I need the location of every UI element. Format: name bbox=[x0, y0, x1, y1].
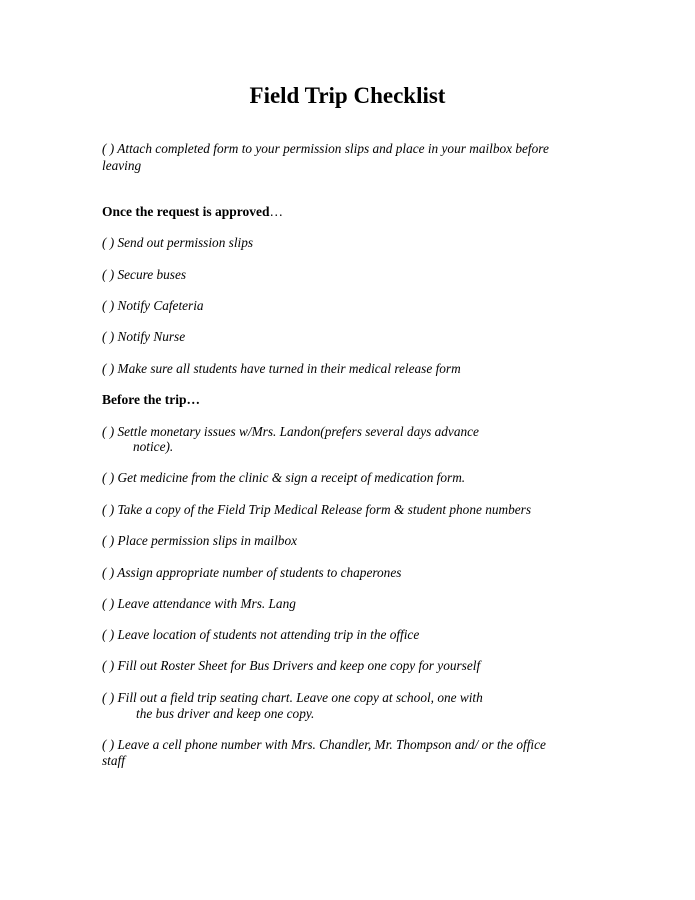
checklist-item: ( ) Get medicine from the clinic & sign a receipt of medication form. bbox=[102, 470, 466, 485]
section-heading-ellipsis: … bbox=[269, 204, 284, 219]
section-heading-approved-text: Once the request is approved bbox=[102, 204, 270, 219]
checklist-item: ( ) Leave location of students not attending trip in the office bbox=[102, 627, 420, 642]
checklist-item: ( ) Notify Nurse bbox=[102, 329, 186, 344]
checklist-item-continuation: notice). bbox=[133, 439, 174, 454]
checklist-item: ( ) Leave a cell phone number with Mrs. Chandler, Mr. Thompson and/ or the office bbox=[102, 737, 546, 752]
checklist-item: ( ) Leave attendance with Mrs. Lang bbox=[102, 596, 296, 611]
checklist-item: ( ) Assign appropriate number of students to chaperones bbox=[102, 565, 402, 580]
checklist-item: ( ) Make sure all students have turned in their medical release form bbox=[102, 361, 461, 376]
checklist-item: ( ) Fill out a field trip seating chart. Leave one copy at school, one with bbox=[102, 690, 483, 705]
checklist-item: ( ) Send out permission slips bbox=[102, 235, 254, 250]
intro-item-line1: ( ) Attach completed form to your permission slips and place in your mailbox before bbox=[102, 141, 549, 156]
checklist-item: ( ) Settle monetary issues w/Mrs. Landon(prefers several days advance bbox=[102, 424, 479, 439]
checklist-item: ( ) Place permission slips in mailbox bbox=[102, 533, 297, 548]
checklist-item: ( ) Secure buses bbox=[102, 267, 187, 282]
intro-item-line2: leaving bbox=[102, 158, 142, 173]
checklist-item-continuation: the bus driver and keep one copy. bbox=[136, 706, 315, 721]
section-heading-approved bbox=[102, 203, 283, 220]
page-title: Field Trip Checklist bbox=[249, 83, 446, 108]
checklist-item: ( ) Notify Cafeteria bbox=[102, 298, 204, 313]
checklist-item: ( ) Take a copy of the Field Trip Medical Release form & student phone numbers bbox=[102, 502, 531, 517]
checklist-item: ( ) Fill out Roster Sheet for Bus Drivers and keep one copy for yourself bbox=[102, 658, 481, 673]
checklist-item-continuation: staff bbox=[102, 753, 125, 768]
section-heading-before: Before the trip… bbox=[102, 392, 200, 407]
